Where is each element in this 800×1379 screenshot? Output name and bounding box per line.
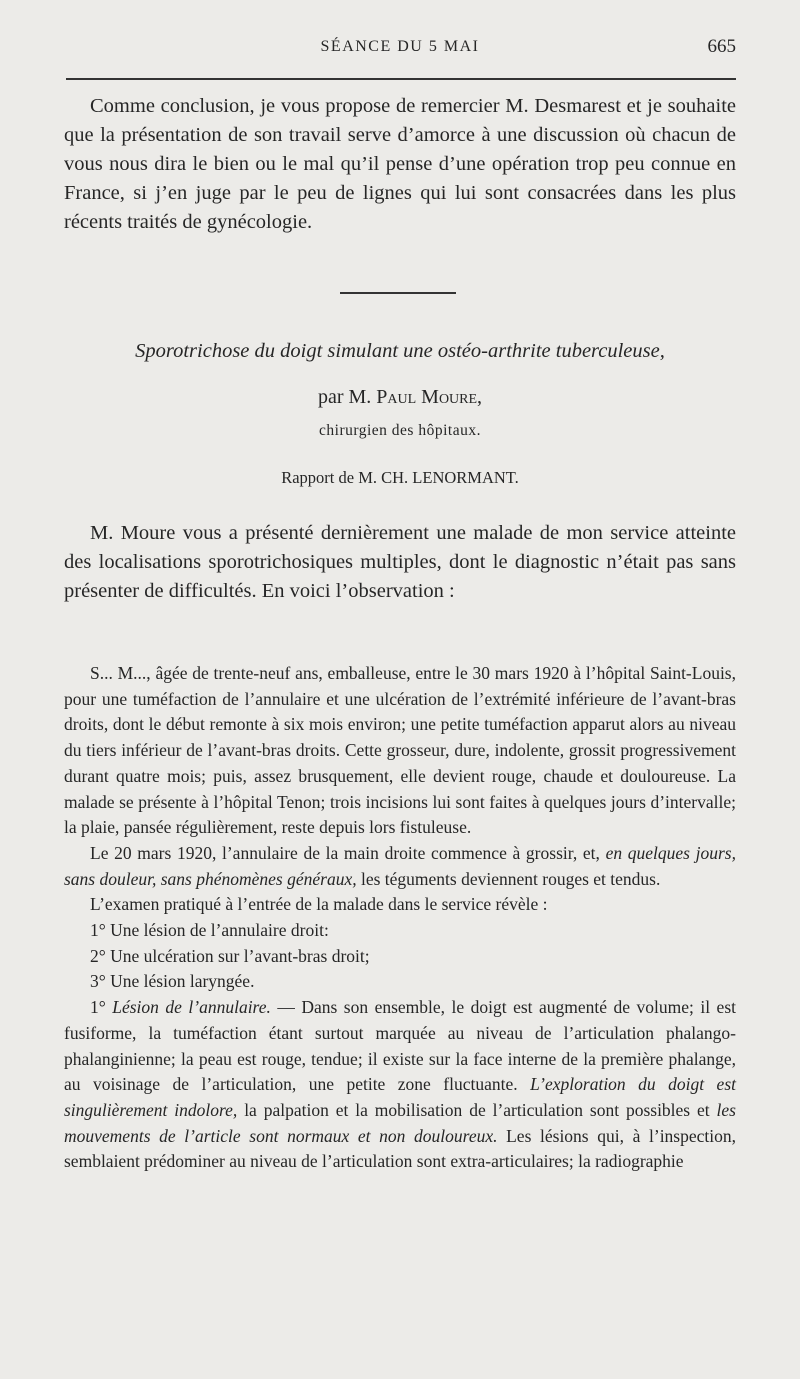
- p4-italic-2: les mouvements de l’article sont normaux et non douloureux.: [64, 1099, 736, 1146]
- article-title: Sporotrichose du doigt simulant une ostéo-arthrite tuberculeuse,: [135, 340, 665, 362]
- observation-section: [64, 661, 736, 1175]
- p2-italic: en quelques jours, sans douleur, sans phénomènes généraux,: [64, 842, 736, 889]
- author-name: Paul Moure,: [376, 386, 483, 408]
- p4-text-c: Les lésions qui, à l’inspection, semblaient prédominer au niveau de l’articulation sont extra-articulaires; la radiographie: [64, 1125, 736, 1172]
- list-item: 2° Une ulcération sur l’avant-bras droit;: [90, 945, 370, 966]
- author-affiliation: chirurgien des hôpitaux.: [319, 422, 481, 439]
- running-header: [64, 34, 736, 62]
- header-rule: [66, 78, 736, 80]
- p4-text-b: la palpation et la mobilisation de l’articulation sont possibles et: [237, 1099, 717, 1120]
- report-line: Rapport de M. CH. LENORMANT.: [281, 468, 519, 487]
- lesion-list: [64, 918, 736, 995]
- body-paragraph: M. Moure vous a présenté dernièrement une malade de mon service atteinte des localisations sporotrichosiques multiples, dont le diagnostic n’était pas sans présenter de difficultés. En voici l’observation :: [64, 522, 736, 602]
- p2-text-a: Le 20 mars 1920, l’annulaire de la main droite commence à grossir, et,: [90, 842, 606, 863]
- p4-number: 1°: [90, 997, 113, 1018]
- observation-paragraph-3: L’examen pratiqué à l’entrée de la malade dans le service révèle :: [90, 894, 548, 915]
- p4-italic-1: L’exploration du doigt est singulièrement indolore,: [64, 1074, 736, 1120]
- intro-paragraph: Comme conclusion, je vous propose de remercier M. Desmarest et je souhaite que la présentation de son travail serve d’amorce à une discussion où chacun de vous nous dira le bien ou le mal qu’il pense d’une opération trop peu connue en France, si j’en juge par le peu de lignes qui lui sont consacrées dans les plus récents traités de gynécologie.: [64, 95, 736, 233]
- p4-heading: Lésion de l’annulaire.: [112, 997, 271, 1018]
- p4-text-a: — Dans son ensemble, le doigt est augmenté de volume; il est fusiforme, la tuméfaction étant surtout marquée au niveau de l’articulation phalango-phalanginienne; la peau est rouge, tendue; il existe sur la face interne de la première phalange, au voisinage de l’articulation, une petite zone fluctuante.: [64, 997, 736, 1095]
- observation-paragraph-2: [64, 841, 736, 892]
- observation-paragraph-4: [64, 995, 736, 1175]
- p2-text-b: les téguments deviennent rouges et tendus.: [356, 868, 661, 889]
- byline-prefix: par M.: [317, 386, 377, 408]
- list-item: 3° Une lésion laryngée.: [90, 971, 255, 992]
- article-byline: [0, 386, 800, 409]
- page-number: 665: [707, 36, 736, 57]
- running-title: SÉANCE DU 5 MAI: [320, 38, 480, 55]
- list-item: 1° Une lésion de l’annulaire droit:: [90, 920, 329, 941]
- section-separator: [340, 292, 456, 294]
- observation-paragraph-1: S... M..., âgée de trente-neuf ans, emballeuse, entre le 30 mars 1920 à l’hôpital Saint-Louis, pour une tuméfaction de l’annulaire et une ulcération de l’extrémité inférieure de l’avant-bras droits, dont le début remonte à six mois environ; une petite tuméfaction apparut alors au niveau du tiers inférieur de l’avant-bras droits. Cette grosseur, dure, indolente, grossit progressivement durant quatre mois; puis, assez brusquement, elle devient rouge, chaude et douloureuse. La malade se présente à l’hôpital Tenon; trois incisions lui sont faites à quelques jours d’intervalle; la plaie, pansée régulièrement, reste depuis lors fistuleuse.: [64, 663, 736, 838]
